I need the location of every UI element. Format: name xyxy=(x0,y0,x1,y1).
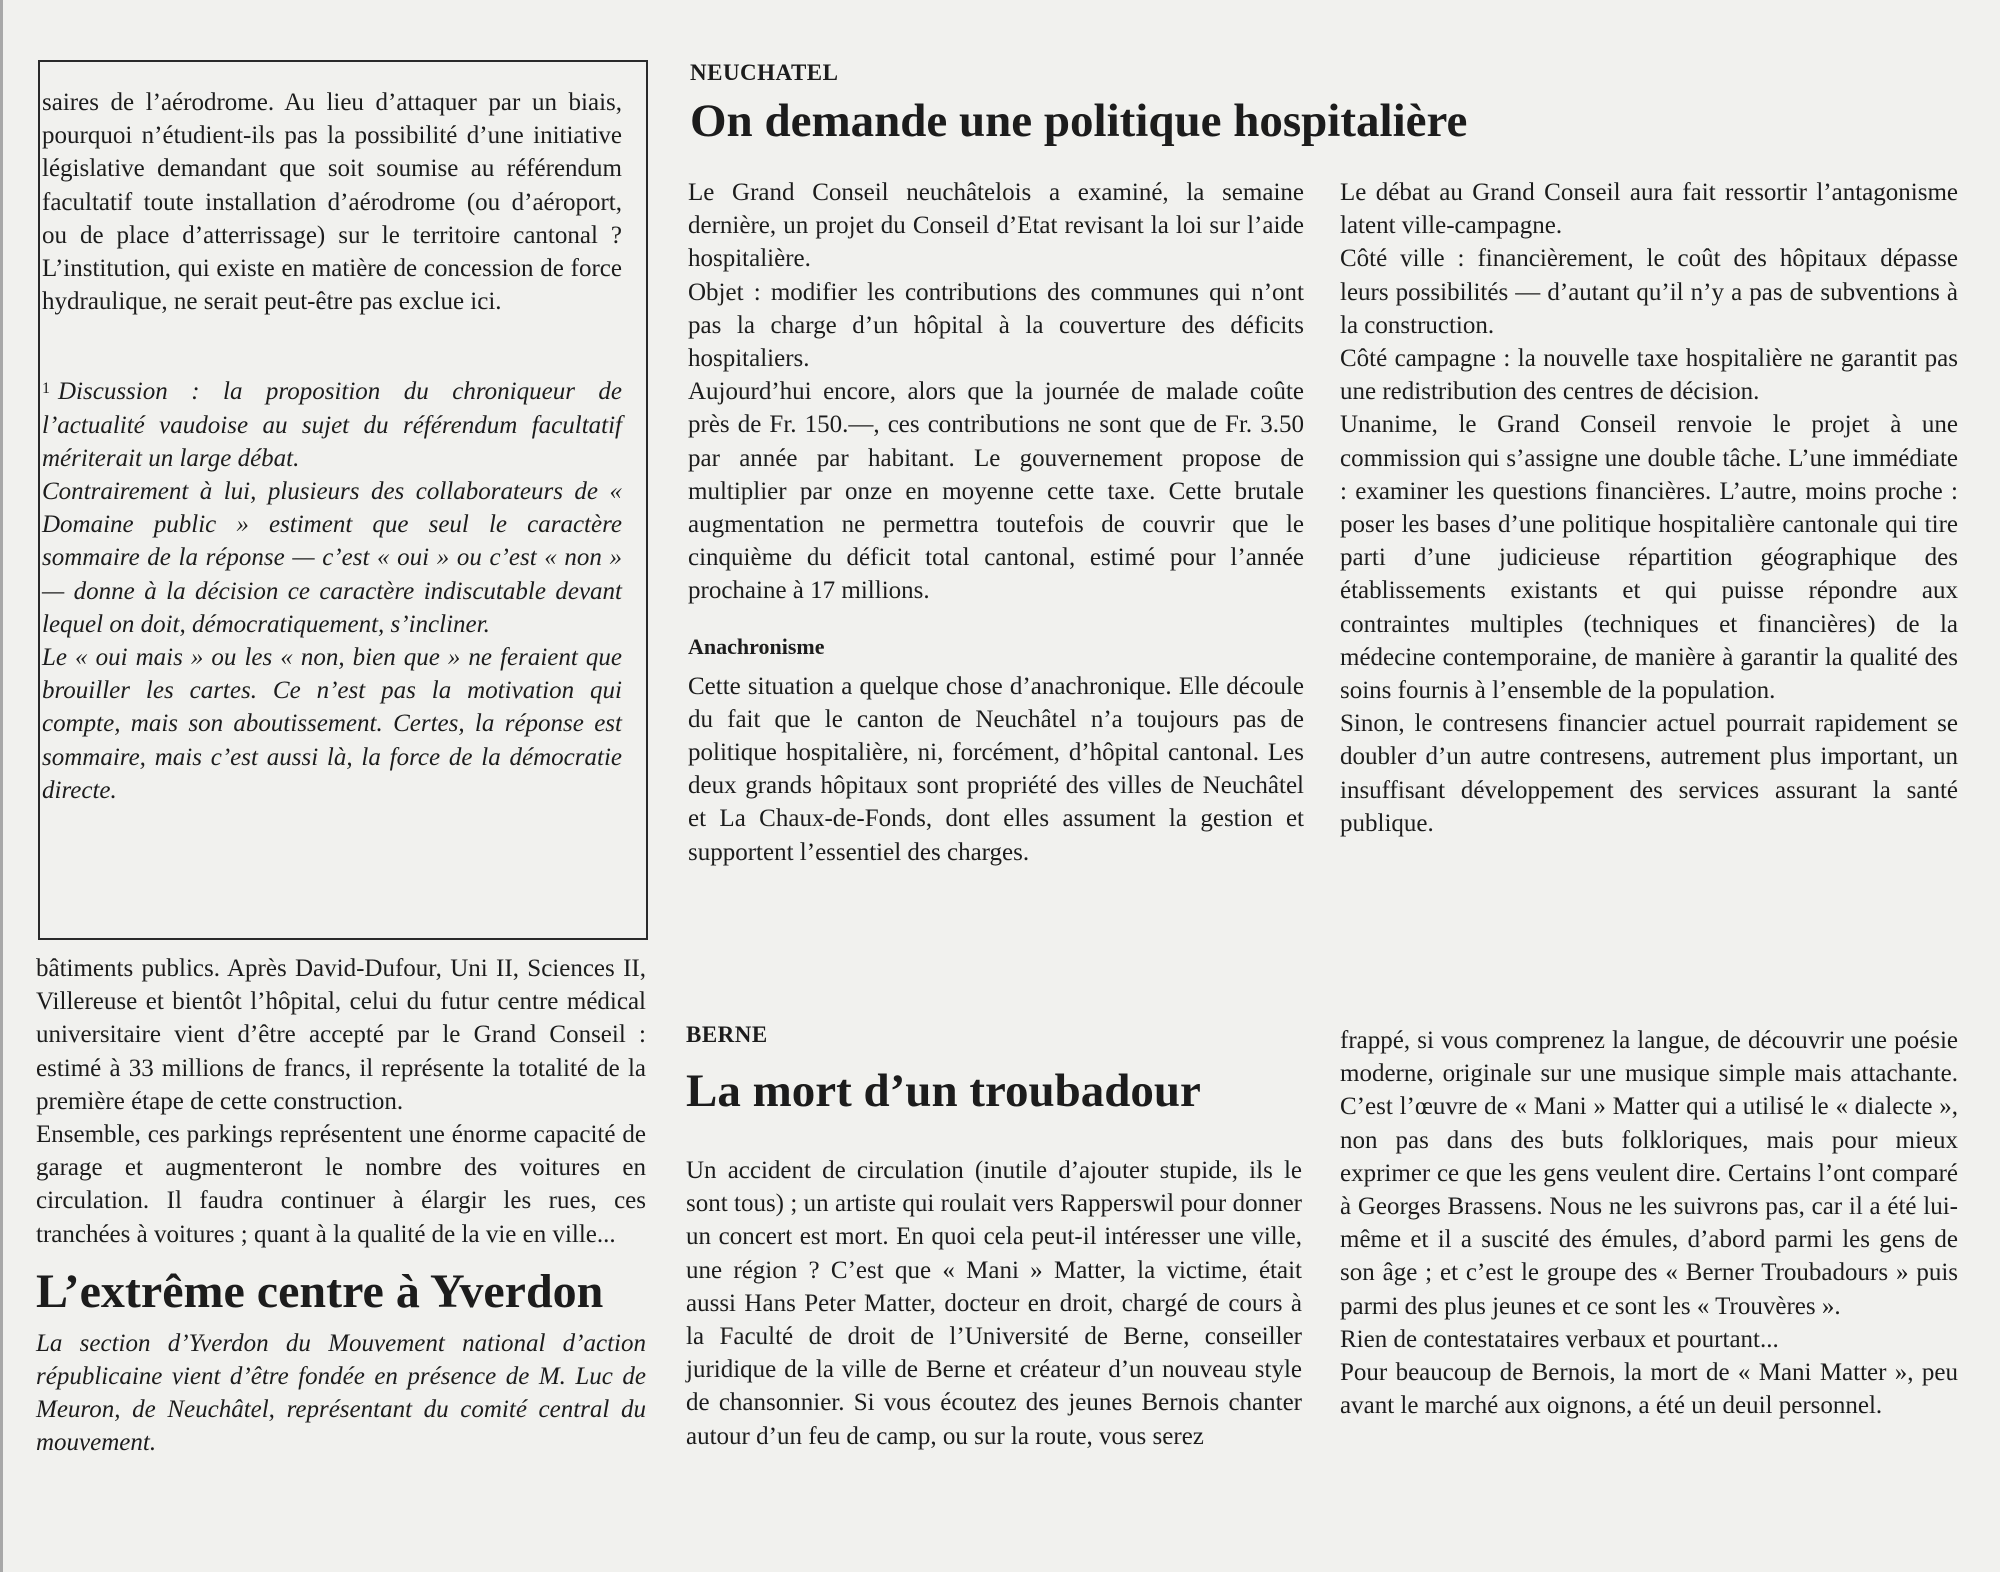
berne-header xyxy=(686,1022,1302,1118)
berne-c2-paragraph-3: Pour beaucoup de Bernois, la mort de « Mani Matter », peu avant le marché aux oignons, a été un deuil personnel. xyxy=(1340,1359,1958,1420)
neuchatel-c2-paragraph-5: Sinon, le contresens financier actuel pourrait rapidement se doubler d’un autre contresens, autrement plus important, un insuffisant développement des services assurant la santé publique. xyxy=(1340,710,1958,837)
footnote xyxy=(42,372,622,807)
neuchatel-c1-paragraph-3: Aujourd’hui encore, alors que la journée de malade coûte près de Fr. 150.—, ces contributions ne sont que de Fr. 3.50 par année par habitant. Le gouvernement propose de multiplier par onze en moyenne cette taxe. Cette brutale augmentation ne permettra toutefois de couvrir que le cinquième du déficit total cantonal, estimé pour l’année prochaine à 17 millions. xyxy=(688,378,1304,605)
berne-column-1 xyxy=(686,1154,1302,1453)
neuchatel-c2-paragraph-2: Côté ville : financièrement, le coût des hôpitaux dépasse leurs possibilités — d’autant qu’il n’y a pas de subventions à la construction. xyxy=(1340,245,1958,339)
anachronisme-subhead: Anachronisme xyxy=(688,633,825,659)
parkings-paragraph-1: bâtiments publics. Après David-Dufour, Uni II, Sciences II, Villereuse et bientôt l’hôpital, celui du futur centre médical universitaire vient d’être accepté par le Grand Conseil : estimé à 33 millions de francs, il représente la totalité de la première étape de cette construction. xyxy=(36,955,646,1115)
footnote-paragraph-3: Le « oui mais » ou les « non, bien que » ne feraient que brouiller les cartes. Ce n’est pas la motivation qui compte, mais son aboutissement. Certes, la réponse est sommaire, mais c’est aussi là, la force de la démocratie directe. xyxy=(42,644,622,804)
neuchatel-headline: On demande une politique hospitalière xyxy=(690,95,1468,147)
berne-headline: La mort d’un troubadour xyxy=(686,1065,1201,1117)
neuchatel-c2-paragraph-1: Le débat au Grand Conseil aura fait ressortir l’antagonisme latent ville-campagne. xyxy=(1340,179,1958,240)
boxed-article xyxy=(38,60,648,940)
neuchatel-kicker: NEUCHATEL xyxy=(690,60,839,85)
footnote-text-1: Discussion : la proposition du chroniqueur de l’actualité vaudoise au sujet du référendum facultatif mériterait un large débat. xyxy=(42,378,622,472)
footnote-paragraph-2: Contrairement à lui, plusieurs des collaborateurs de « Domaine public » estiment que seul le caractère sommaire de la réponse — c’est « oui » ou c’est « non » — donne à la décision ce caractère indiscutable devant lequel on doit, démocratiquement, s’incliner. xyxy=(42,478,622,638)
yverdon-headline: L’extrême centre à Yverdon xyxy=(36,1264,604,1318)
neuchatel-column-2 xyxy=(1340,176,1958,840)
left-lower-column xyxy=(36,952,646,1460)
neuchatel-article xyxy=(690,60,1960,148)
boxed-intro-paragraph: saires de l’aérodrome. Au lieu d’attaquer par un biais, pourquoi n’étudient-ils pas la possibilité d’une initiative législative demandant que soit soumise au référendum facultatif toute installation d’aérodrome (ou d’aéroport, ou de place d’atterrissage) sur le territoire cantonal ? L’institution, qui existe en matière de concession de force hydraulique, ne serait peut-être pas exclue ici. xyxy=(42,89,622,316)
parkings-paragraph-2: Ensemble, ces parkings représentent une énorme capacité de garage et augmenteront le nombre des voitures en circulation. Il faudra continuer à élargir les rues, ces tranchées à voitures ; quant à la qualité de la vie en ville... xyxy=(36,1121,646,1248)
berne-c1-paragraph-1: Un accident de circulation (inutile d’ajouter stupide, ils le sont tous) ; un artiste qui roulait vers Rapperswil pour donner un concert est mort. En quoi cela peut-il intéresser une ville, une région ? C’est que « Mani » Matter, la victime, était aussi Hans Peter Matter, docteur en droit, chargé de cours à la Faculté de droit de l’Université de Berne, conseiller juridique de la ville de Berne et créateur d’un nouveau style de chansonnier. Si vous écoutez des jeunes Bernois chanter autour d’un feu de camp, ou sur la route, vous serez xyxy=(686,1157,1302,1450)
yverdon-lead: La section d’Yverdon du Mouvement national d’action républicaine vient d’être fondée en présence de M. Luc de Meuron, de Neuchâtel, représentant du comité central du mouvement. xyxy=(36,1329,646,1457)
neuchatel-c2-paragraph-4: Unanime, le Grand Conseil renvoie le projet à une commission qui s’assigne une double tâche. L’une immédiate : examiner les questions financières. L’autre, moins proche : poser les bases d’une politique hospitalière cantonale qui tire parti d’une judicieuse répartition géographique des établissements existants et qui puisse répondre aux contraintes multiples (techniques et financières) de la médecine contemporaine, de manière à garantir la qualité des soins fournis à l’ensemble de la population. xyxy=(1340,411,1958,705)
footnote-marker: 1 xyxy=(42,380,50,398)
berne-c2-paragraph-1: frappé, si vous comprenez la langue, de découvrir une poésie moderne, originale sur une musique simple mais attachante. C’est l’œuvre de « Mani » Matter qui a utilisé le « dialecte », non pas dans des buts folkloriques, mais pour mieux exprimer ce que les gens veulent dire. Certains l’ont comparé à Georges Brassens. Nous ne les suivrons pas, car il a été lui-même et il a suscité des émules, d’abord parmi les gens de son âge ; et c’est le groupe des « Berner Troubadours » puis parmi des plus jeunes et ce sont les « Trouvères ». xyxy=(1340,1027,1958,1320)
neuchatel-c1-paragraph-4: Cette situation a quelque chose d’anachronique. Elle découle du fait que le canton de Neuchâtel n’a toujours pas de politique hospitalière, ni, forcément, d’hôpital cantonal. Les deux grands hôpitaux sont propriété des villes de Neuchâtel et La Chaux-de-Fonds, dont elles assument la gestion et supportent l’essentiel des charges. xyxy=(688,672,1304,866)
berne-column-2 xyxy=(1340,1024,1958,1422)
berne-c2-paragraph-2: Rien de contestataires verbaux et pourtant... xyxy=(1340,1325,1779,1353)
neuchatel-c1-paragraph-2: Objet : modifier les contributions des communes qui n’ont pas la charge d’un hôpital à la couverture des déficits hospitaliers. xyxy=(688,278,1304,373)
neuchatel-c1-paragraph-1: Le Grand Conseil neuchâtelois a examiné, la semaine dernière, un projet du Conseil d’Etat revisant la loi sur l’aide hospitalière. xyxy=(688,179,1304,273)
berne-kicker: BERNE xyxy=(686,1022,768,1047)
neuchatel-column-1 xyxy=(688,176,1304,869)
neuchatel-c2-paragraph-3: Côté campagne : la nouvelle taxe hospitalière ne garantit pas une redistribution des centres de décision. xyxy=(1340,345,1958,406)
footnote-paragraph-1 xyxy=(42,372,622,475)
